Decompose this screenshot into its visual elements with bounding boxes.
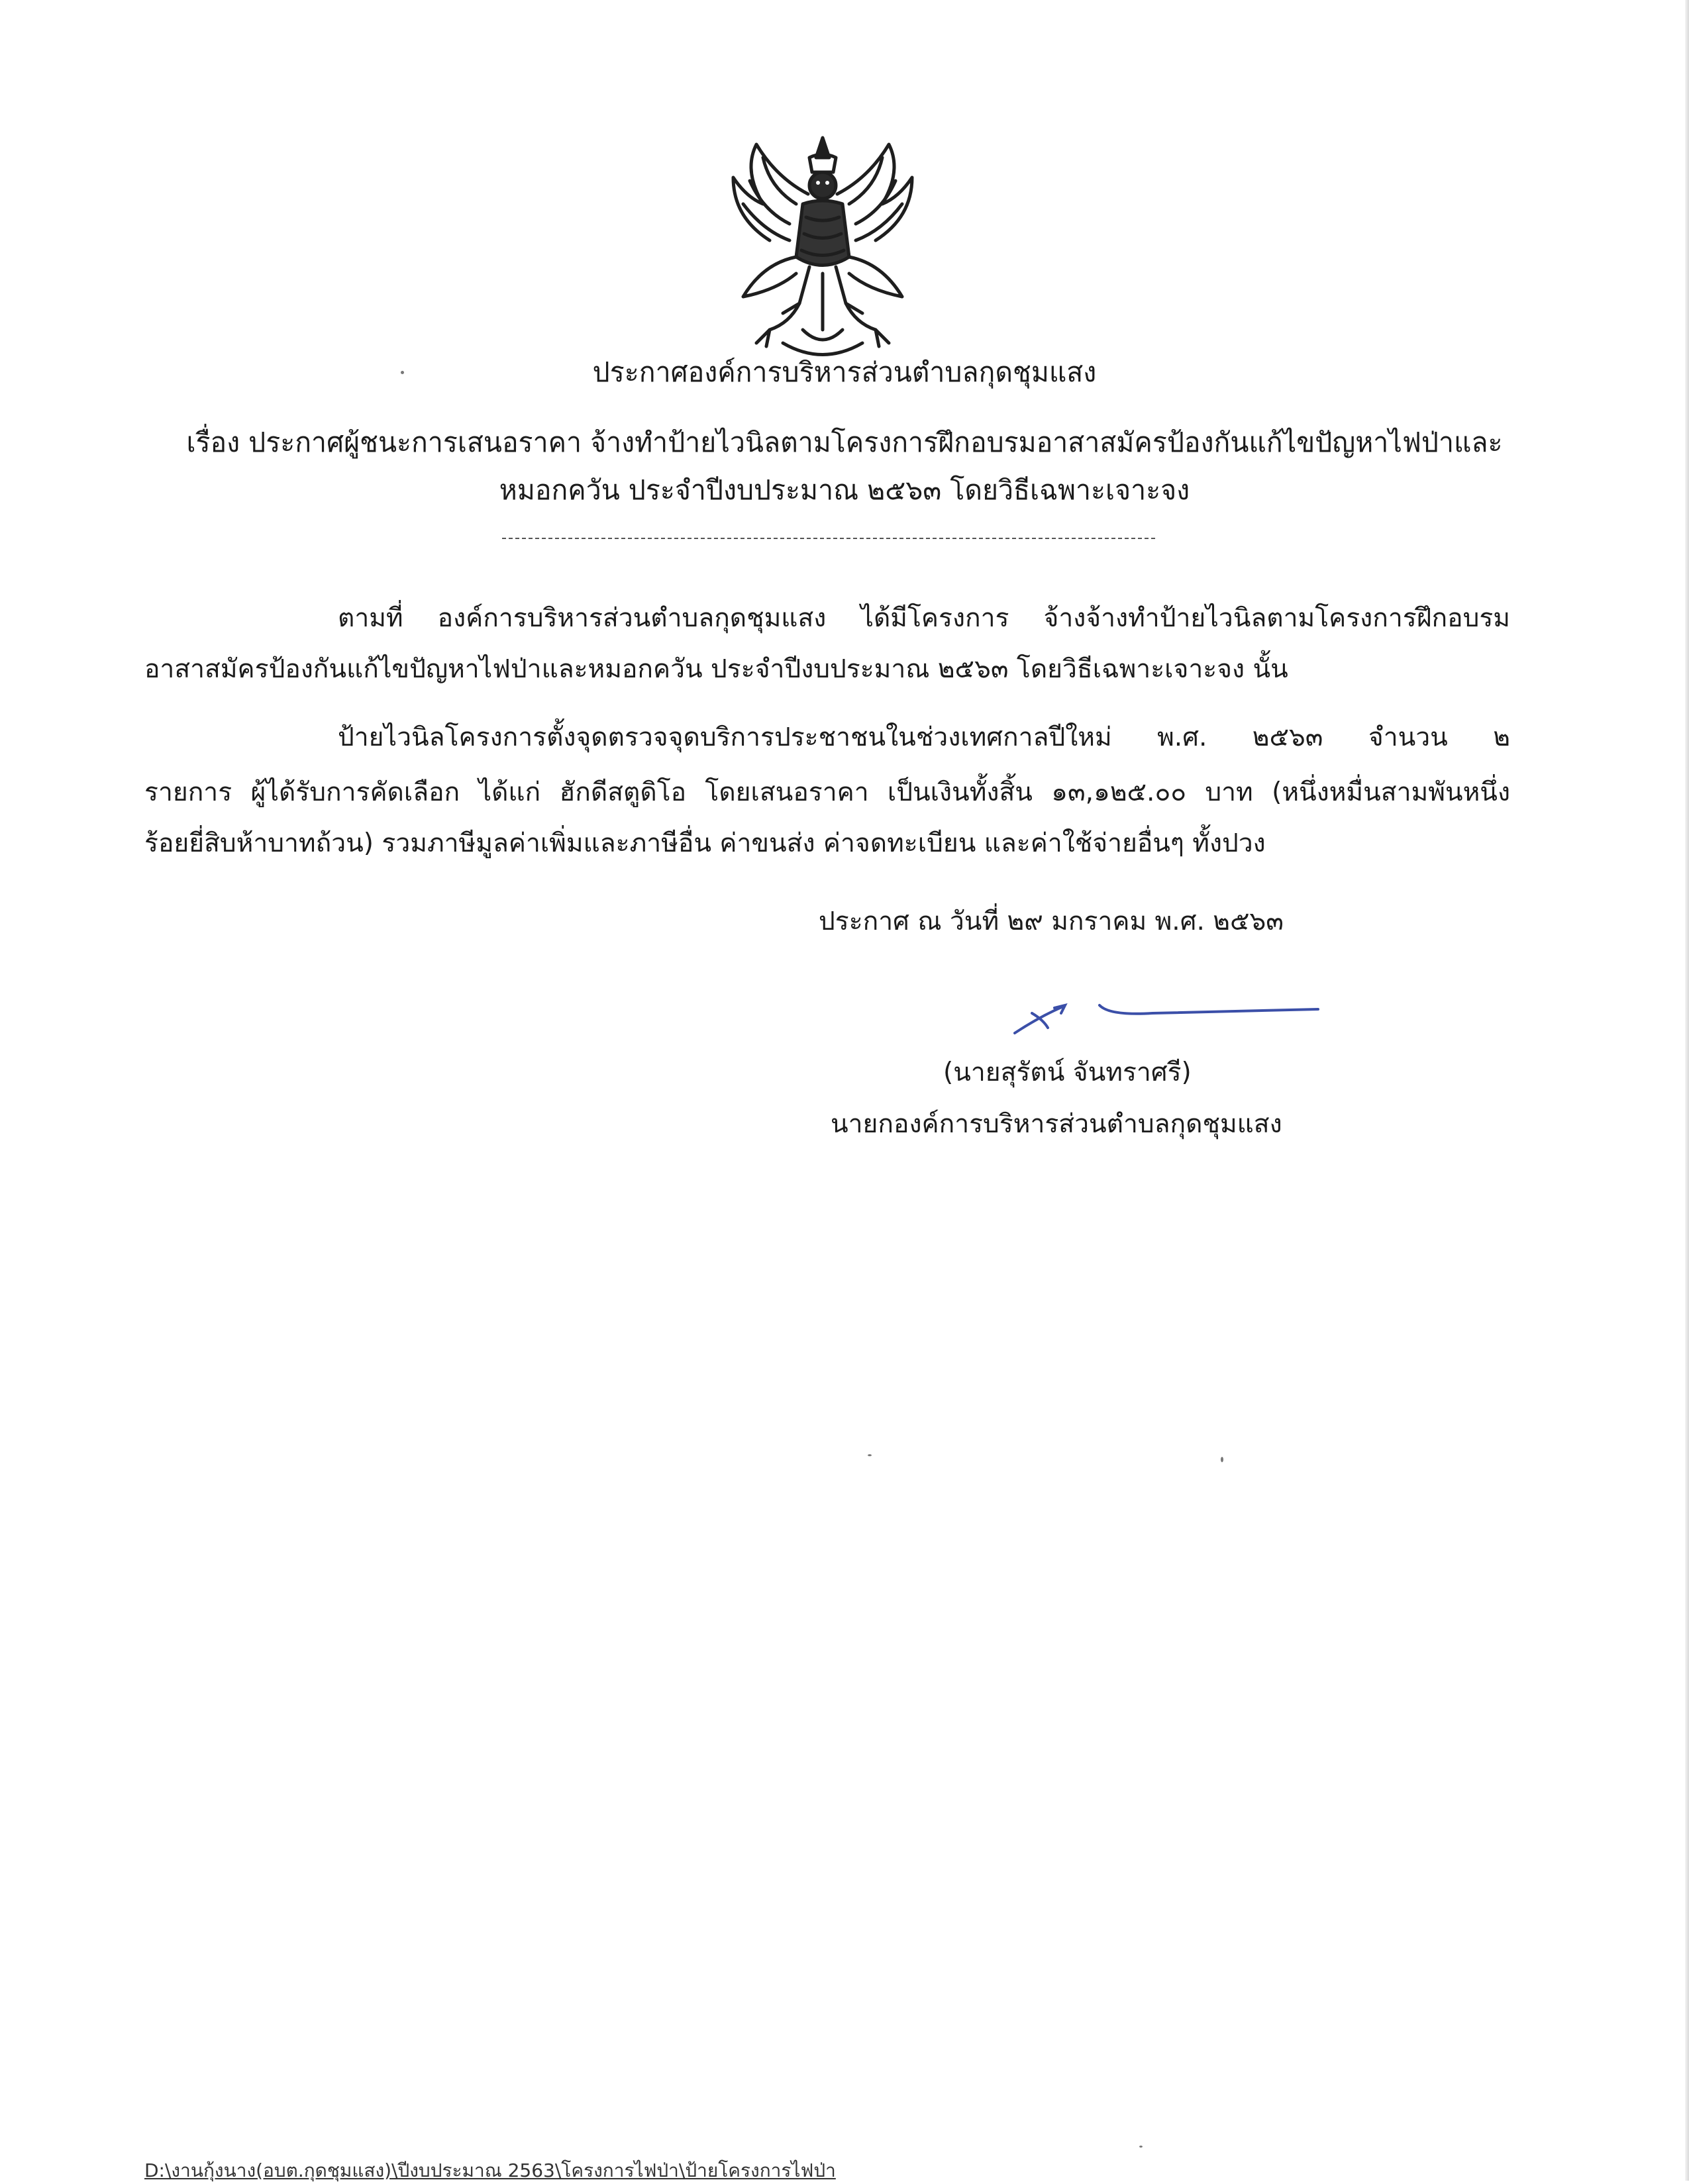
paragraph-2-line-1: ป้ายไวนิลโครงการตั้งจุดตรวจจุดบริการประชาชนในช่วงเทศกาลปีใหม่ พ.ศ. ๒๕๖๓ จำนวน ๒ <box>338 722 1510 752</box>
scan-speck <box>1139 2146 1143 2148</box>
signer-title: นายกองค์การบริหารส่วนตำบลกุดชุมแสง <box>831 1109 1282 1139</box>
scan-speck <box>1221 1457 1223 1462</box>
paragraph-2-line-2: รายการ ผู้ได้รับการคัดเลือก ได้แก่ ฮักดีสตูดิโอ โดยเสนอราคา เป็นเงินทั้งสิ้น ๑๓,๑๒๕.๐๐ บาท (หนึ่งหมื่นสามพันหนึ่ง <box>144 777 1510 807</box>
scan-speck <box>401 371 404 374</box>
garuda-emblem-icon <box>717 131 929 373</box>
paragraph-1-line-1: ตามที่ องค์การบริหารส่วนตำบลกุดชุมแสง ได้มีโครงการ จ้างจ้างทำป้ายไวนิลตามโครงการฝึกอบรม <box>338 603 1510 633</box>
announcement-date: ประกาศ ณ วันที่ ๒๙ มกราคม พ.ศ. ๒๕๖๓ <box>819 907 1284 936</box>
announcement-heading: ประกาศองค์การบริหารส่วนตำบลกุดชุมแสง <box>592 356 1097 388</box>
paragraph-1-line-2: อาสาสมัครป้องกันแก้ไขปัญหาไฟป่าและหมอกควัน ประจำปีงบประมาณ ๒๕๖๓ โดยวิธีเฉพาะเจาะจง นั้น <box>144 654 1288 684</box>
signer-name: (นายสุรัตน์ จันทราศรี) <box>943 1058 1192 1087</box>
scan-edge-shadow <box>1685 0 1689 2181</box>
file-path-footer: D:\งานกุ้งนาง(อบต.กุดชุมแสง)\ปีงบประมาณ 2563\โครงการไฟป่า\ป้ายโครงการไฟป่า <box>144 2159 836 2181</box>
paragraph-2-line-3: ร้อยยี่สิบห้าบาทถ้วน) รวมภาษีมูลค่าเพิ่มและภาษีอื่น ค่าขนส่ง ค่าจดทะเบียน และค่าใช้จ่ายอื่นๆ ทั้งปวง <box>144 828 1266 858</box>
subject-line: เรื่อง ประกาศผู้ชนะการเสนอราคา จ้างทำป้ายไวนิลตามโครงการฝึกอบรมอาสาสมัครป้องกันแก้ไขปัญหาไฟป่าและ <box>186 426 1503 458</box>
separator-line <box>502 538 1155 539</box>
subject-line-continued: หมอกควัน ประจำปีงบประมาณ ๒๕๖๓ โดยวิธีเฉพาะเจาะจง <box>499 474 1190 506</box>
handwritten-signature-icon <box>1000 987 1331 1046</box>
scan-speck <box>868 1454 872 1456</box>
